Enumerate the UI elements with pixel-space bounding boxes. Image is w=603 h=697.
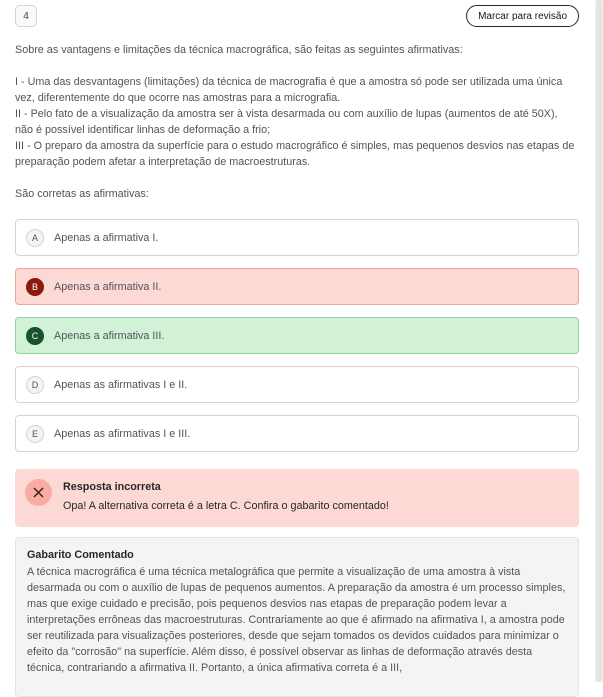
commented-answer-text: A técnica macrográfica é uma técnica metalográfica que permite a visualização de uma amostra à vista desarmada ou com o auxílio de lupas de pequenos aumentos. A preparação da amostra é um processo simples, mas que exige cuidado e precisão, pois pequenos desvios nas etapas de preparação podem levar a interpretações errôneas das macroestruturas. Contrariamente ao que é afirmado na afirmativa I, a amostra pode ser reutilizada para visualizações posteriores, desde que sejam tomados os devidos cuidados para minimizar o efeito da "corrosão" na superfície. Além disso, é possível observar as linhas de deformação através desta técnica, contrariando a afirmativa II. Portanto, a única afirmativa correta é a III, bbox=[27, 566, 566, 674]
question-intro: Sobre as vantagens e limitações da técnica macrográfica, são feitas as seguintes afirmativas: bbox=[15, 44, 463, 56]
question-number: 4 bbox=[15, 5, 37, 27]
scrollbar-thumb[interactable] bbox=[596, 0, 602, 682]
option-c[interactable] bbox=[15, 317, 579, 354]
option-d[interactable] bbox=[15, 366, 579, 403]
statement-1: I - Uma das desvantagens (limitações) da técnica de macrografia é que a amostra só pode ser utilizada uma única vez, diferentemente do que ocorre nas amostras para a micrografia. bbox=[15, 76, 563, 104]
option-text: Apenas as afirmativas I e II. bbox=[54, 378, 188, 391]
commented-answer-title: Gabarito Comentado bbox=[27, 549, 134, 561]
option-letter-badge: A bbox=[26, 229, 44, 247]
commented-answer bbox=[15, 537, 579, 697]
mark-for-review-button[interactable]: Marcar para revisão bbox=[466, 5, 579, 27]
option-letter-badge: D bbox=[26, 376, 44, 394]
question-prompt: São corretas as afirmativas: bbox=[15, 188, 149, 200]
option-a[interactable] bbox=[15, 219, 579, 256]
feedback-message: Opa! A alternativa correta é a letra C. Confira o gabarito comentado! bbox=[63, 500, 389, 512]
close-icon bbox=[25, 479, 52, 506]
option-e[interactable] bbox=[15, 415, 579, 452]
question-stem bbox=[15, 42, 575, 202]
answer-options bbox=[15, 219, 579, 464]
option-b[interactable] bbox=[15, 268, 579, 305]
scrollbar-track[interactable] bbox=[595, 0, 603, 682]
statement-3: III - O preparo da amostra da superfície para o estudo macrográfico é simples, mas pequenos desvios nas etapas de preparação podem afetar a interpretação de macroestruturas. bbox=[15, 140, 575, 168]
option-letter-badge: B bbox=[26, 278, 44, 296]
option-text: Apenas a afirmativa III. bbox=[54, 329, 165, 342]
option-text: Apenas a afirmativa I. bbox=[54, 231, 159, 244]
option-letter-badge: C bbox=[26, 327, 44, 345]
statement-2: II - Pelo fato de a visualização da amostra ser à vista desarmada ou com auxílio de lupas (aumentos de até 50X), não é possível identificar linhas de deformação a frio; bbox=[15, 108, 558, 136]
option-letter-badge: E bbox=[26, 425, 44, 443]
feedback-title: Resposta incorreta bbox=[63, 481, 161, 493]
option-text: Apenas as afirmativas I e III. bbox=[54, 427, 191, 440]
feedback-incorrect bbox=[15, 469, 579, 527]
option-text: Apenas a afirmativa II. bbox=[54, 280, 162, 293]
